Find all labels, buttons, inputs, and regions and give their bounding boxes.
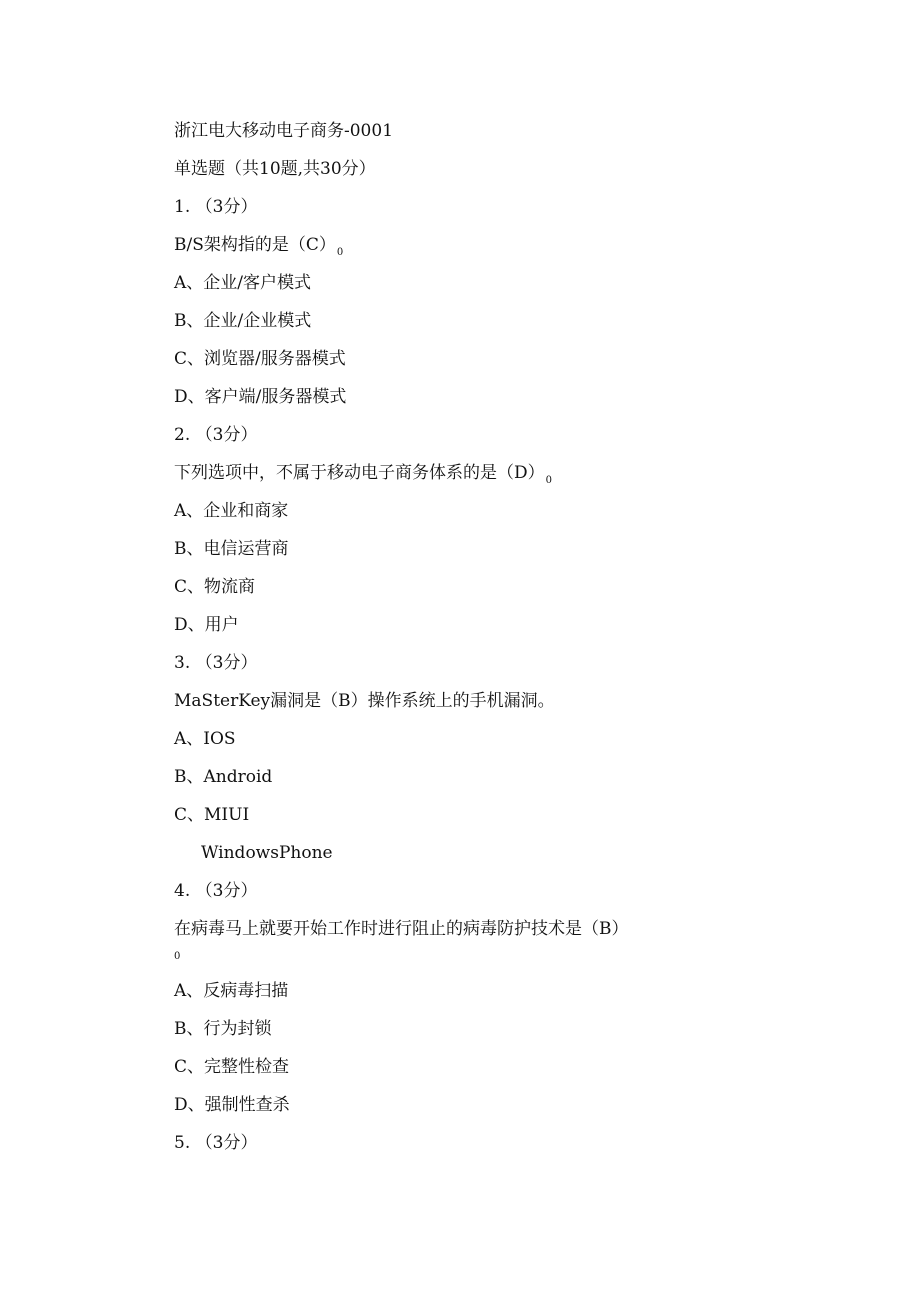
question-1-stem-suffix: 0 xyxy=(336,247,344,258)
question-2-stem xyxy=(174,462,552,492)
question-1-stem xyxy=(174,234,343,264)
question-1-option-a: A、企业/客户模式 xyxy=(174,273,312,293)
question-5-number: 5. （3分） xyxy=(174,1133,258,1153)
question-3-option-d: WindowsPhone xyxy=(201,843,333,863)
question-4-stem: 在病毒马上就要开始工作时进行阻止的病毒防护技术是（B） xyxy=(174,919,629,939)
question-4-stem-continuation: 0 xyxy=(174,951,181,962)
question-1-number: 1. （3分） xyxy=(174,197,258,217)
question-2-option-c: C、物流商 xyxy=(174,577,256,597)
question-2-stem-text: 下列选项中，不属于移动电子商务体系的是（D） xyxy=(174,463,545,483)
question-1-option-d: D、客户端/服务器模式 xyxy=(174,387,347,407)
question-4-option-c: C、完整性检查 xyxy=(174,1057,290,1077)
question-4-number: 4. （3分） xyxy=(174,881,258,901)
question-2-option-b: B、电信运营商 xyxy=(174,539,289,559)
question-2-stem-suffix: 0 xyxy=(545,475,553,486)
question-2-number: 2. （3分） xyxy=(174,425,258,445)
question-1-option-c: C、浏览器/服务器模式 xyxy=(174,349,346,369)
question-3-stem: MaSterKey漏洞是（B）操作系统上的手机漏洞。 xyxy=(174,691,555,711)
question-3-option-b: B、Android xyxy=(174,767,273,787)
question-2-option-d: D、用户 xyxy=(174,615,239,635)
section-heading: 单选题（共10题,共30分） xyxy=(174,159,376,179)
question-4-option-d: D、强制性查杀 xyxy=(174,1095,290,1115)
question-1-option-b: B、企业/企业模式 xyxy=(174,311,312,331)
question-2-option-a: A、企业和商家 xyxy=(174,501,289,521)
question-4-option-a: A、反病毒扫描 xyxy=(174,981,289,1001)
question-3-number: 3. （3分） xyxy=(174,653,258,673)
question-3-option-a: A、IOS xyxy=(174,729,236,749)
question-4-option-b: B、行为封锁 xyxy=(174,1019,272,1039)
question-1-stem-text: B/S架构指的是（C） xyxy=(174,235,336,255)
question-3-option-c: C、MIUI xyxy=(174,805,250,825)
document-title: 浙江电大移动电子商务-0001 xyxy=(174,121,394,141)
